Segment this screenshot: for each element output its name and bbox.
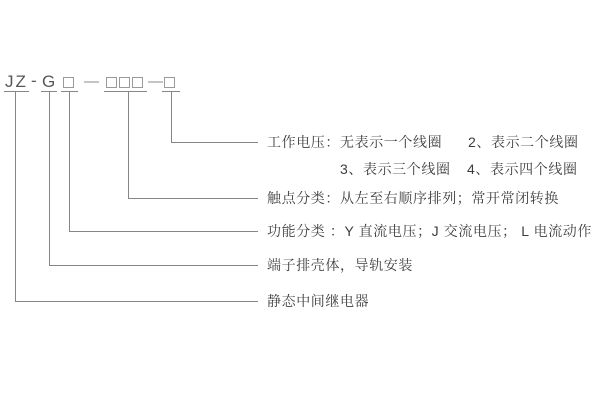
- leader-vline-voltage: [171, 92, 172, 142]
- contact-placeholder-box-3: [132, 77, 143, 88]
- voltage-placeholder-box: [164, 77, 175, 88]
- leader-hline-shell: [49, 265, 258, 266]
- label-working-voltage-line1a: 工作电压：无表示一个线圈: [267, 134, 443, 150]
- label-working-voltage-line1b: 2、表示二个线圈: [468, 134, 579, 150]
- leader-hline-contact: [128, 198, 258, 199]
- label-function-class: 功能分类 ：Y 直流电压；J 交流电压； L 电流动作: [267, 223, 592, 239]
- leader-vline-function: [69, 92, 70, 231]
- leader-vline-series: [15, 92, 16, 301]
- hyphen-text: -: [31, 71, 37, 90]
- label-relay-type: 静态中间继电器: [267, 293, 370, 309]
- label-working-voltage-line2a: 3、表示三个线圈: [340, 161, 451, 177]
- function-placeholder-box: [63, 77, 74, 88]
- separator-dash-2: —: [148, 73, 163, 90]
- leader-hline-series: [15, 301, 258, 302]
- model-series-text: JZ: [5, 72, 28, 91]
- label-shell-mount: 端子排壳体，导轨安装: [267, 257, 413, 273]
- leader-vline-shell: [49, 92, 50, 265]
- contact-placeholder-box-2: [119, 77, 130, 88]
- contact-placeholder-box-1: [106, 77, 117, 88]
- leader-vline-contact: [128, 92, 129, 198]
- label-working-voltage-line2b: 4、表示四个线圈: [467, 161, 578, 177]
- underline-series: [4, 91, 29, 92]
- label-contact-class: 触点分类：从左至右顺序排列；常开常闭转换: [267, 190, 559, 206]
- separator-dash-1: —: [84, 73, 99, 90]
- underline-contact: [104, 91, 147, 92]
- leader-hline-voltage: [171, 142, 258, 143]
- shell-letter-text: G: [42, 72, 56, 91]
- leader-hline-function: [69, 231, 258, 232]
